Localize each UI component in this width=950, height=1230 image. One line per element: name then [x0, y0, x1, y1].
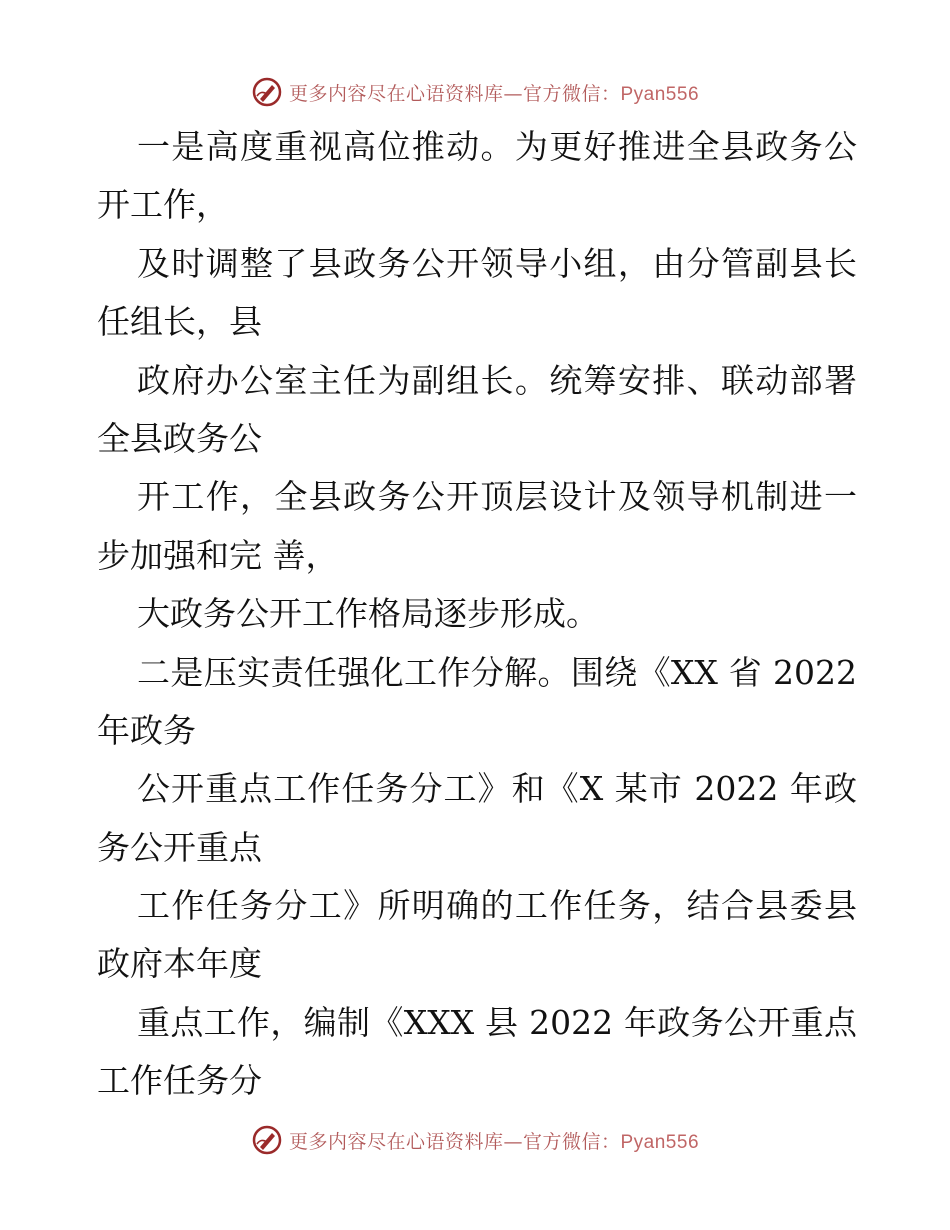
body-line: 开工作，: [97, 185, 229, 225]
body-line: 务公开重点: [97, 827, 262, 867]
body-line: 政府本年度: [97, 944, 262, 984]
body-line: 重点工作，编制《XXX 县 2022 年政务公开重点: [137, 1002, 857, 1042]
body-line: 工作任务分: [97, 1061, 262, 1101]
document-body: [97, 118, 857, 1111]
watermark-wechat-id: Pyan556: [620, 83, 700, 105]
body-line: 公开重点工作任务分工》和《X 某市 2022 年政: [137, 769, 857, 809]
watermark-wechat-id: Pyan556: [620, 1131, 700, 1153]
pen-logo-icon: [251, 1124, 283, 1156]
watermark-footer-inner: [251, 1124, 699, 1156]
watermark-header-inner: [251, 76, 699, 108]
pen-logo-icon: [251, 76, 283, 108]
watermark-text: 更多内容尽在心语资料库—官方微信：Pyan556: [288, 82, 700, 105]
body-line: 任组长，县: [97, 302, 262, 342]
body-line: 及时调整了县政务公开领导小组，由分管副县长: [137, 243, 857, 283]
body-line: 二是压实责任强化工作分解。围绕《XX 省 2022: [137, 652, 857, 692]
watermark-footer: [0, 1120, 950, 1160]
body-line: 大政务公开工作格局逐步形成。: [137, 594, 599, 634]
body-line: 步加强和完 善，: [97, 535, 339, 575]
watermark-text: 更多内容尽在心语资料库—官方微信：Pyan556: [288, 1130, 700, 1153]
watermark-header: [0, 72, 950, 112]
body-line: 全县政务公: [97, 418, 262, 458]
body-line: 开工作，全县政务公开顶层设计及领导机制进一: [137, 477, 857, 517]
body-line: 政府办公室主任为副组长。统筹安排、联动部署: [137, 360, 857, 400]
body-line: 工作任务分工》所明确的工作任务，结合县委县: [137, 886, 857, 926]
body-line: 一是高度重视高位推动。为更好推进全县政务公: [137, 127, 857, 166]
body-line: 年政务: [97, 710, 196, 750]
